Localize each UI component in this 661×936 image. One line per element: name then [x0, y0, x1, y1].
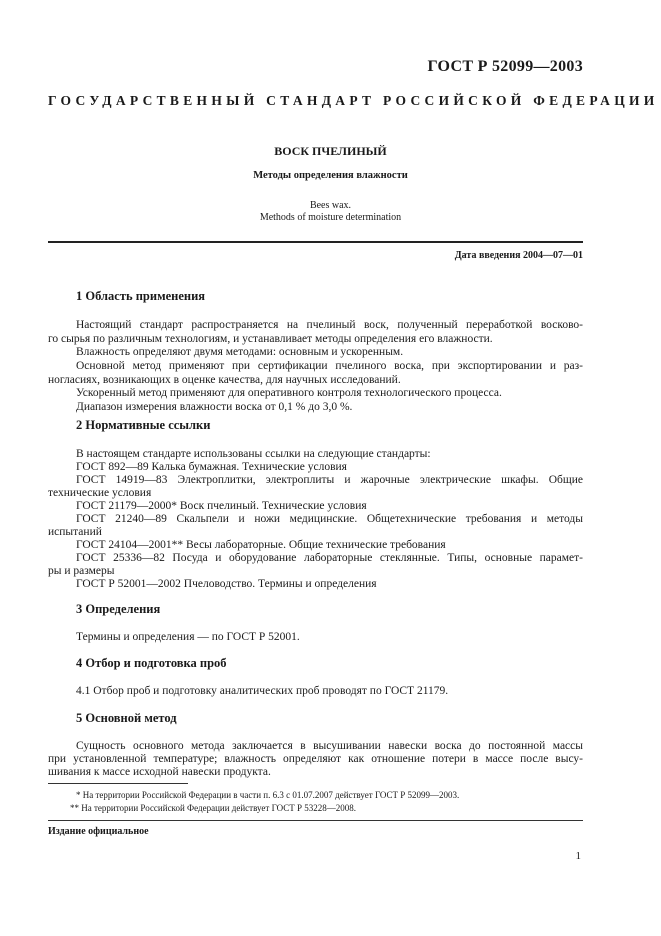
section-3-heading: 3 Определения: [76, 602, 161, 616]
title-divider: [48, 241, 583, 243]
reference-2-line-1: ГОСТ 14919—83 Электроплитки, электроплиты и жарочные электрические шкафы. Общие: [76, 474, 583, 486]
official-edition-label: Издание официальное: [48, 826, 149, 837]
reference-6-line-2: ры и размеры: [48, 565, 115, 577]
reference-4-line-1: ГОСТ 21240—89 Скальпели и ножи медицинские. Общетехнические требования и методы: [76, 513, 583, 525]
section-1-paragraph-1-line-2: го сырья по различным технологиям, и устанавливает методы определения его влажности.: [48, 333, 493, 345]
reference-7: ГОСТ Р 52001—2002 Пчеловодство. Термины и определения: [76, 578, 377, 590]
section-5-paragraph-line-1: Сущность основного метода заключается в высушивании навески воска до постоянной массы: [76, 740, 583, 752]
gost-number: ГОСТ Р 52099—2003: [427, 58, 583, 75]
section-5-paragraph-line-3: шивания к массе исходной навески продукта.: [48, 766, 271, 778]
section-1-paragraph-4: Ускоренный метод применяют для оперативного контроля технологического процесса.: [76, 387, 502, 399]
section-4-text: 4.1 Отбор проб и подготовку аналитических проб проводят по ГОСТ 21179.: [76, 685, 449, 697]
section-5-paragraph-line-2: при установленной температуре; влажность определяют как отношение потери в массе после высу-: [48, 753, 583, 765]
section-1-paragraph-3-line-2: ногласиях, возникающих в оценке качества, для научных исследований.: [48, 374, 401, 386]
section-4-heading: 4 Отбор и подготовка проб: [76, 656, 227, 670]
footnote-1: * На территории Российской Федерации в части п. 6.3 с 01.07.2007 действует ГОСТ Р 52099—2003.: [76, 790, 460, 800]
introduction-date: Дата введения 2004—07—01: [454, 250, 583, 261]
section-3-text: Термины и определения — по ГОСТ Р 52001.: [76, 631, 300, 643]
english-title-line-2: Methods of moisture determination: [259, 212, 402, 223]
section-1-heading: 1 Область применения: [76, 289, 206, 303]
reference-3: ГОСТ 21179—2000* Воск пчелиный. Технические условия: [76, 500, 367, 512]
section-1-paragraph-2: Влажность определяют двумя методами: основным и ускоренным.: [76, 346, 404, 358]
reference-6-line-1: ГОСТ 25336—82 Посуда и оборудование лабораторные стеклянные. Типы, основные парамет-: [76, 552, 583, 564]
english-title-line-1: Bees wax.: [309, 200, 352, 211]
reference-1: ГОСТ 892—89 Калька бумажная. Технические условия: [76, 461, 347, 473]
document-title: ВОСК ПЧЕЛИНЫЙ: [274, 144, 387, 158]
section-5-heading: 5 Основной метод: [76, 711, 177, 725]
reference-5: ГОСТ 24104—2001** Весы лабораторные. Общие технические требования: [76, 539, 446, 551]
state-standard-heading: ГОСУДАРСТВЕННЫЙ СТАНДАРТ РОССИЙСКОЙ ФЕДЕРАЦИИ: [48, 93, 659, 108]
footnote-2: ** На территории Российской Федерации действует ГОСТ Р 53228—2008.: [70, 803, 356, 813]
bottom-divider: [48, 820, 583, 821]
page-number: 1: [575, 850, 581, 862]
section-1-paragraph-3-line-1: Основной метод применяют при сертификации пчелиного воска, при экспортировании и раз-: [76, 360, 583, 372]
footnote-divider: [48, 783, 188, 784]
section-1-paragraph-1-line-1: Настоящий стандарт распространяется на пчелиный воск, полученный переработкой восково-: [76, 319, 583, 331]
reference-4-line-2: испытаний: [48, 526, 102, 538]
section-1-paragraph-5: Диапазон измерения влажности воска от 0,1 % до 3,0 %.: [76, 401, 353, 413]
section-2-intro: В настоящем стандарте использованы ссылки на следующие стандарты:: [76, 448, 431, 460]
document-subtitle: Методы определения влажности: [253, 170, 408, 181]
section-2-heading: 2 Нормативные ссылки: [76, 418, 211, 432]
reference-2-line-2: технические условия: [48, 487, 152, 499]
